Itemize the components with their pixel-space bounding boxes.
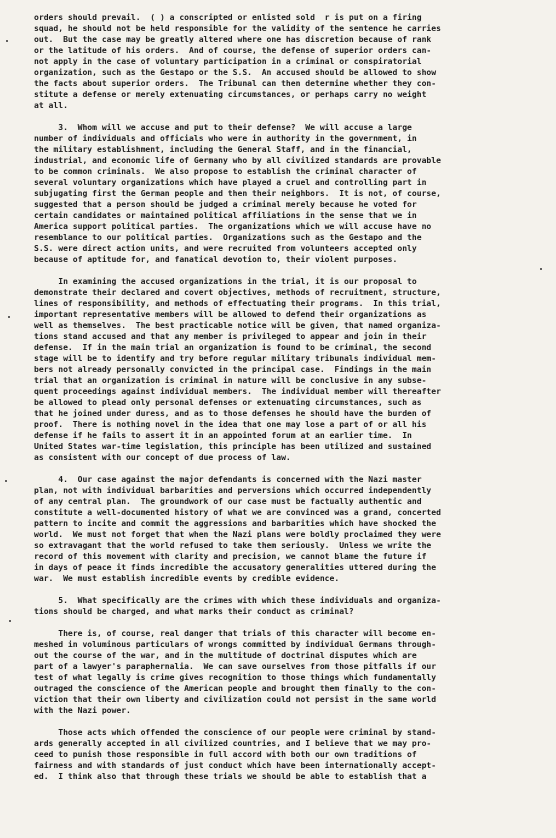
text-line: tions should be charged, and what marks their conduct as criminal? [34, 607, 354, 616]
text-line: of any central plan. The groundwork of our case must be factually authentic and [34, 497, 422, 506]
scan-speck [9, 620, 11, 622]
text-line: industrial, and economic life of Germany who by all civilized standards are provable [34, 156, 441, 165]
text-line: test of what legally is crime gives recognition to those things which fundamentally [34, 673, 437, 682]
text-line: viction that their own liberty and civilization could not persist in the same world [34, 695, 437, 704]
text-line: ards generally accepted in all civilized countries, and I believe that we may pro- [34, 739, 432, 748]
text-line: squad, he should not be held responsible for the validity of the sentence he carries [34, 24, 441, 33]
text-line: well as themselves. The best practicable notice will be given, that named organiza- [34, 321, 441, 330]
text-line: suggested that a person should be judged a criminal merely because he voted for [34, 200, 417, 209]
paragraph-danger-of-trials [34, 628, 534, 716]
text-line: number of individuals and officials who were in authority in the government, in [34, 134, 417, 143]
text-line: subjugating first the German people and then their neighbors. It is not, of course, [34, 189, 441, 198]
text-line: meshed in voluminous particulars of wrongs committed by individual Germans through- [34, 640, 437, 649]
text-line: as consistent with our concept of due process of law. [34, 453, 291, 462]
text-line: S.S. were direct action units, and were recruited from volunteers accepted only [34, 244, 417, 253]
text-line: resemblance to our political parties. Organizations such as the Gestapo and the [34, 233, 422, 242]
text-line: defense if he fails to assert it in an appointed forum at an earlier time. In [34, 431, 412, 440]
scan-speck [8, 316, 10, 318]
text-line: that he joined under duress, and as to those defenses he should have the burden of [34, 409, 432, 418]
text-line: 3. Whom will we accuse and put to their defense? We will accuse a large [34, 123, 412, 132]
text-line: 5. What specifically are the crimes with which these individuals and organiza- [34, 596, 441, 605]
text-line: so extravagant that the world refused to take them seriously. Unless we write the [34, 541, 432, 550]
text-line: There is, of course, real danger that trials of this character will become en- [34, 629, 437, 638]
text-line: out the course of the war, and in the multitude of doctrinal disputes which are [34, 651, 417, 660]
text-line: defense. If in the main trial an organization is found to be criminal, the second [34, 343, 432, 352]
text-line: plan, not with individual barbarities and perversions which occurred independently [34, 486, 432, 495]
text-line: outraged the conscience of the American people and brought them finally to the con- [34, 684, 437, 693]
paragraph-accused-organizations [34, 276, 534, 463]
text-line: important representative members will be allowed to defend their organizations as [34, 310, 427, 319]
text-line: be allowed to plead only personal defenses or extenuating circumstances, such as [34, 398, 422, 407]
text-line: America support political parties. The organizations which we will accuse have no [34, 222, 432, 231]
text-line: certain candidates or maintained political affiliations in the sense that we in [34, 211, 417, 220]
text-line: tions stand accused and that any member is privileged to appear and join in their [34, 332, 427, 341]
paragraph-3-whom-to-accuse [34, 122, 534, 265]
paragraph-5-crimes-question [34, 595, 534, 617]
text-line: world. We must not forget that when the Nazi plans were boldly proclaimed they were [34, 530, 441, 539]
text-line: out. But the case may be greatly altered where one has discretion because of rank [34, 35, 432, 44]
text-line: In examining the accused organizations in the trial, it is our proposal to [34, 277, 417, 286]
scan-speck [5, 480, 7, 482]
text-line: Those acts which offended the conscience of our people were criminal by stand- [34, 728, 437, 737]
text-line: in days of peace it finds incredible the accusatory generalities uttered during the [34, 563, 437, 572]
text-line: proof. There is nothing novel in the idea that one may lose a part of or all his [34, 420, 427, 429]
text-line: orders should prevail. ( ) a conscripted or enlisted sold r is put on a firing [34, 13, 422, 22]
text-line: stage will be to identify and try before regular military tribunals individual mem- [34, 354, 437, 363]
scan-speck [540, 268, 542, 270]
scan-speck [6, 40, 8, 42]
text-line: constitute a well-documented history of what we are convinced was a grand, concerted [34, 508, 441, 517]
text-line: the military establishment, including the General Staff, and in the financial, [34, 145, 412, 154]
text-line: because of aptitude for, and fanatical devotion to, their violent purposes. [34, 255, 398, 264]
text-line: to be common criminals. We also propose to establish the criminal character of [34, 167, 417, 176]
text-line: at all. [34, 101, 68, 110]
text-line: with the Nazi power. [34, 706, 131, 715]
paragraph-4-nazi-master-plan [34, 474, 534, 584]
text-line: pattern to incite and commit the aggressions and barbarities which have shocked the [34, 519, 437, 528]
paragraph-superior-orders [34, 12, 534, 111]
text-line: quent proceedings against individual members. The individual member will thereafter [34, 387, 441, 396]
text-line: lines of responsibility, and methods of effectuating their programs. In this trial, [34, 299, 441, 308]
text-line: ceed to punish those responsible in full accord with both our own traditions of [34, 750, 417, 759]
text-line: part of a lawyer's paraphernalia. We can save ourselves from those pitfalls if our [34, 662, 437, 671]
text-line: demonstrate their declared and covert objectives, methods of recruitment, structure, [34, 288, 441, 297]
text-line: not apply in the case of voluntary participation in a criminal or conspiratorial [34, 57, 422, 66]
text-line: United States war-time legislation, this principle has been utilized and sustained [34, 442, 432, 451]
paragraph-acts-offended-conscience [34, 727, 534, 782]
text-line: stitute a defense or merely extenuating circumstances, or perhaps carry no weight [34, 90, 427, 99]
text-line: 4. Our case against the major defendants is concerned with the Nazi master [34, 475, 422, 484]
text-line: or the latitude of his orders. And of course, the defense of superior orders can- [34, 46, 432, 55]
text-line: organization, such as the Gestapo or the S.S. An accused should be allowed to show [34, 68, 437, 77]
text-line: trial that an organization is criminal in nature will be conclusive in any subse- [34, 376, 427, 385]
text-line: record of this movement with clarity and precision, we cannot blame the future if [34, 552, 427, 561]
text-line: several voluntary organizations which have played a cruel and controlling part in [34, 178, 427, 187]
text-line: bers not already personally convicted in the principal case. Findings in the main [34, 365, 432, 374]
text-line: fairness and with standards of just conduct which have been internationally accept- [34, 761, 437, 770]
text-line: war. We must establish incredible events by credible evidence. [34, 574, 340, 583]
text-line: ed. I think also that through these trials we should be able to establish that a [34, 772, 427, 781]
text-line: the facts about superior orders. The Tribunal can then determine whether they con- [34, 79, 437, 88]
